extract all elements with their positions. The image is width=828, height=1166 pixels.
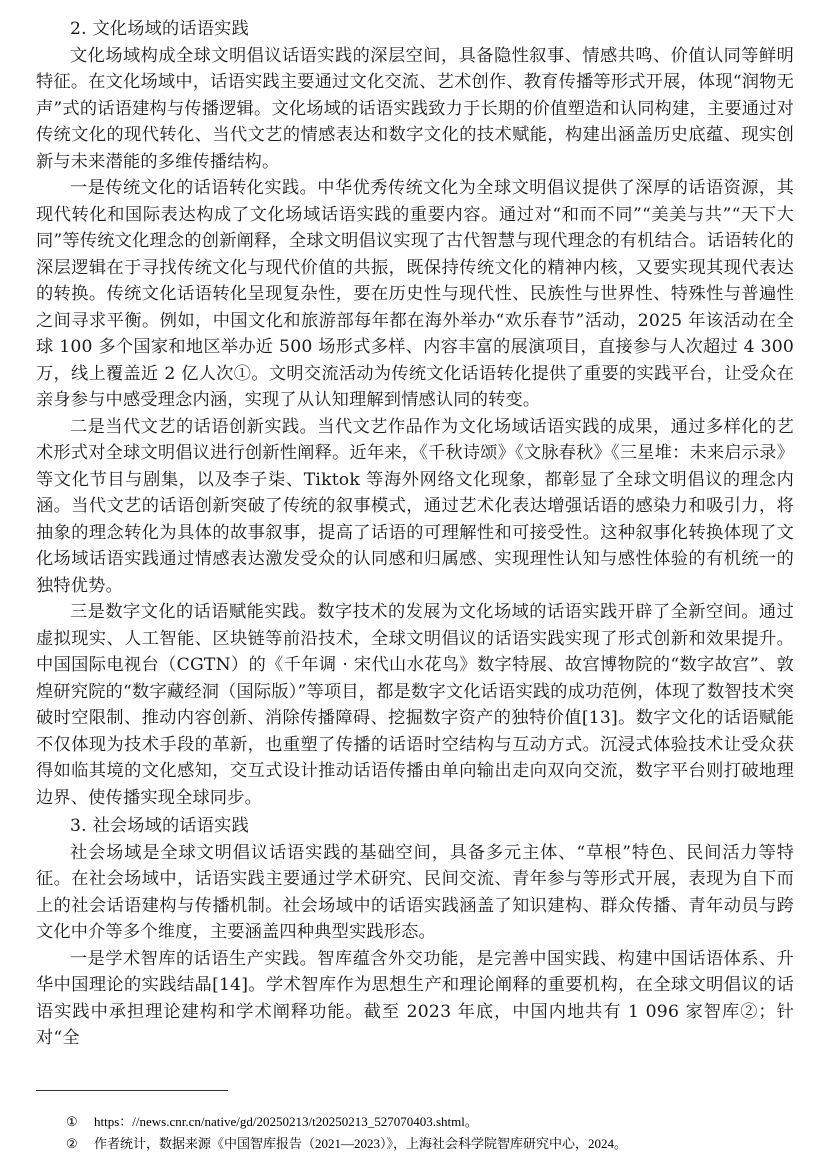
article-body — [36, 14, 794, 1052]
paragraph-digital-culture: 三是数字文化的话语赋能实践。数字技术的发展为文化场域的话语实践开辟了全新空间。通过虚拟现实、人工智能、区块链等前沿技术，全球文明倡议的话语实践实现了形式创新和效果提升。中国国际电视台（CGTN）的《千年调 · 宋代山水花鸟》数字特展、故宫博物院的“数字故宫”、敦煌研究院的“数字藏经洞（国际版）”等项目，都是数字文化话语实践的成功范例，体现了数智技术突破时空限制、推动内容创新、消除传播障碍、挖掘数字资产的独特价值[13]。数字文化的话语赋能不仅体现为技术手段的革新，也重塑了传播的话语时空结构与互动方式。沉浸式体验技术让受众获得如临其境的文化感知，交互式设计推动话语传播由单向输出走向双向交流，数字平台则打破地理边界、使传播实现全球同步。 — [36, 602, 794, 808]
footnote-2 — [36, 1133, 794, 1155]
section-heading-cultural: 2. 文化场域的话语实践 — [70, 19, 249, 39]
paragraph-think-tanks: 一是学术智库的话语生产实践。智库蕴含外交功能，是完善中国实践、构建中国话语体系、升华中国理论的实践结晶[14]。学术智库作为思想生产和理论阐释的重要机构，在全球文明倡议的话语实践中承担理论建构和学术阐释功能。截至 2023 年底，中国内地共有 1 096 家智库②；针对“全 — [36, 948, 794, 1048]
footnotes — [36, 1090, 794, 1155]
paragraph-social-intro: 社会场域是全球文明倡议话语实践的基础空间，具备多元主体、“草根”特色、民间活力等特征。在社会场域中，话语实践主要通过学术研究、民间交流、青年参与等形式开展，表现为自下而上的社会话语建构与传播机制。社会场域中的话语实践涵盖了知识建构、群众传播、青年动员与跨文化中介等多个维度，主要涵盖四种典型实践形态。 — [36, 842, 794, 942]
footnote-text: https：//news.cnr.cn/native/gd/20250213/t20250213_527070403.shtml。 — [94, 1114, 478, 1129]
paragraph-traditional-culture: 一是传统文化的话语转化实践。中华优秀传统文化为全球文明倡议提供了深厚的话语资源，其现代转化和国际表达构成了文化场域话语实践的重要内容。通过对“和而不同”“美美与共”“天下大同”等传统文化理念的创新阐释，全球文明倡议实现了古代智慧与现代理念的有机结合。话语转化的深层逻辑在于寻找传统文化与现代价值的共振，既保持传统文化的精神内核，又要实现其现代表达的转换。传统文化话语转化呈现复杂性，要在历史性与现代性、民族性与世界性、特殊性与普遍性之间寻求平衡。例如，中国文化和旅游部每年都在海外举办“欢乐春节”活动，2025 年该活动在全球 100 多个国家和地区举办近 500 场形式多样、内容丰富的展演项目，直接参与人次超过 4 300 万，线上覆盖近 2 亿人次①。文明交流活动为传统文化话语转化提供了重要的实践平台，让受众在亲身参与中感受理念内涵，实现了从认知理解到情感认同的转变。 — [36, 178, 794, 410]
footnote-text: 作者统计，数据来源《中国智库报告（2021—2023）》，上海社会科学院智库研究中心，2024。 — [94, 1136, 628, 1151]
paragraph-cultural-intro: 文化场域构成全球文明倡议话语实践的深层空间，具备隐性叙事、情感共鸣、价值认同等鲜明特征。在文化场域中，话语实践主要通过文化交流、艺术创作、教育传播等形式开展，体现“润物无声”式的话语建构与传播逻辑。文化场域的话语实践致力于长期的价值塑造和认同构建，主要通过对传统文化的现代转化、当代文艺的情感表达和数字文化的技术赋能，构建出涵盖历史底蕴、现实创新与未来潜能的多维传播结构。 — [36, 45, 794, 172]
paragraph-contemporary-arts: 二是当代文艺的话语创新实践。当代文艺作品作为文化场域话语实践的成果，通过多样化的艺术形式对全球文明倡议进行创新性阐释。近年来，《千秋诗颂》《文脉春秋》《三星堆：未来启示录》等文化节目与剧集，以及李子柒、Tiktok 等海外网络文化现象，都彰显了全球文明倡议的理念内涵。当代文艺的话语创新突破了传统的叙事模式，通过艺术化表达增强话语的感染力和吸引力，将抽象的理念转化为具体的故事叙事，提高了话语的可理解性和可接受性。这种叙事化转换体现了文化场域话语实践通过情感表达激发受众的认同感和归属感、实现理性认知与感性体验的有机统一的独特优势。 — [36, 416, 794, 596]
footnote-1 — [36, 1111, 794, 1133]
footnote-divider — [36, 1090, 228, 1091]
footnote-marker: ① — [66, 1114, 78, 1129]
footnote-marker: ② — [66, 1136, 78, 1151]
section-heading-social: 3. 社会场域的话语实践 — [70, 816, 249, 836]
